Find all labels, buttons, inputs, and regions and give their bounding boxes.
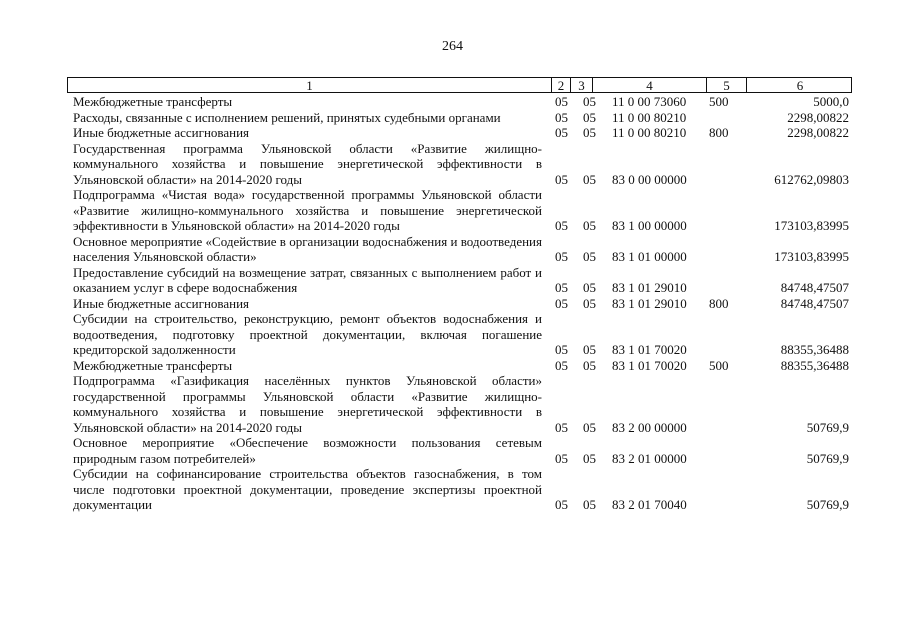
table-row [0, 296, 905, 312]
row-subsection: 05 [583, 280, 596, 295]
row-amount: 50769,9 [806, 450, 849, 466]
row-code: 83 1 01 29010 [612, 295, 687, 311]
table-header [67, 77, 852, 93]
row-name: Межбюджетные трансферты [73, 94, 233, 109]
row-amount: 2298,00822 [787, 125, 849, 140]
table-row [0, 234, 905, 265]
row-code: 83 1 00 00000 [612, 218, 687, 233]
row-amount: 50769,9 [806, 419, 849, 435]
row-subsection: 05 [583, 94, 596, 109]
row-name: Основное мероприятие «Содействие в организации водоснабжения и водоотведения населения Ульяновской области» [73, 233, 542, 264]
row-section: 05 [555, 295, 568, 311]
row-section: 05 [555, 218, 568, 233]
row-subsection: 05 [583, 171, 596, 187]
header-col-6: 6 [746, 78, 853, 92]
row-section: 05 [555, 357, 568, 373]
table-row [0, 358, 905, 374]
row-amount: 84748,47507 [780, 280, 849, 295]
header-col-3: 3 [570, 78, 592, 92]
row-name: Подпрограмма «Чистая вода» государственной программы Ульяновской области «Развитие жилищно-коммунального хозяйства и повышение энергетической эффективности в Ульяновской области» на 2014-2020 годы [73, 187, 542, 233]
row-code: 83 1 01 29010 [612, 280, 687, 295]
row-section: 05 [555, 280, 568, 295]
row-subsection: 05 [583, 419, 596, 435]
row-code: 83 2 00 00000 [612, 419, 687, 435]
row-section: 05 [555, 419, 568, 435]
row-amount: 50769,9 [806, 497, 849, 512]
row-code: 83 2 01 70040 [612, 497, 687, 512]
row-section: 05 [555, 94, 568, 109]
row-name: Подпрограмма «Газификация населённых пунктов Ульяновской области» государственной программы Ульяновской области «Развитие жилищно-коммунального хозяйства и повышение энергетической эффективности в Ульяновской области» на 2014-2020 годы [73, 373, 542, 435]
row-code: 83 2 01 00000 [612, 450, 687, 466]
row-subsection: 05 [583, 249, 596, 264]
row-amount: 173103,83995 [774, 218, 849, 233]
table-row [0, 466, 905, 513]
row-subsection: 05 [583, 357, 596, 373]
header-col-1: 1 [306, 78, 313, 93]
row-type: 500 [709, 357, 729, 373]
row-amount: 88355,36488 [780, 342, 849, 357]
row-subsection: 05 [583, 342, 596, 357]
row-subsection: 05 [583, 497, 596, 512]
page-number: 264 [442, 39, 463, 54]
header-col-5: 5 [706, 78, 746, 92]
row-section: 05 [555, 342, 568, 357]
row-code: 11 0 00 80210 [612, 125, 687, 140]
row-section: 05 [555, 125, 568, 140]
table-row [0, 187, 905, 234]
row-code: 11 0 00 73060 [612, 94, 687, 109]
row-amount: 173103,83995 [774, 249, 849, 264]
row-amount: 88355,36488 [780, 357, 849, 373]
row-section: 05 [555, 249, 568, 264]
row-code: 83 1 01 00000 [612, 249, 687, 264]
table-row [0, 435, 905, 466]
row-subsection: 05 [583, 109, 596, 125]
row-amount: 84748,47507 [780, 295, 849, 311]
budget-table-body [0, 94, 905, 513]
table-row [0, 311, 905, 358]
row-name: Субсидии на строительство, реконструкцию, ремонт объектов водоснабжения и водоотведения, подготовку проектной документации, включая погашение кредиторской задолженности [73, 311, 542, 357]
row-subsection: 05 [583, 218, 596, 233]
table-row [0, 373, 905, 435]
row-code: 11 0 00 80210 [612, 109, 687, 125]
row-section: 05 [555, 497, 568, 512]
row-code: 83 1 01 70020 [612, 357, 687, 373]
row-code: 83 1 01 70020 [612, 342, 687, 357]
row-amount: 5000,0 [813, 94, 849, 109]
row-name: Расходы, связанные с исполнением решений, принятых судебными органами [73, 109, 501, 125]
table-row [0, 141, 905, 188]
row-code: 83 0 00 00000 [612, 171, 687, 187]
table-row [0, 110, 905, 126]
row-section: 05 [555, 171, 568, 187]
table-row [0, 265, 905, 296]
row-name: Основное мероприятие «Обеспечение возможности пользования сетевым природным газом потребителей» [73, 435, 542, 466]
row-amount: 612762,09803 [774, 171, 849, 187]
row-name: Государственная программа Ульяновской области «Развитие жилищно-коммунального хозяйства и повышение энергетической эффективности в Ульяновской области» на 2014-2020 годы [73, 140, 542, 187]
row-name: Иные бюджетные ассигнования [73, 295, 250, 311]
table-row [0, 125, 905, 141]
row-type: 800 [709, 125, 729, 140]
header-col-4: 4 [592, 78, 706, 92]
row-name: Межбюджетные трансферты [73, 357, 233, 373]
row-name: Предоставление субсидий на возмещение затрат, связанных с выполнением работ и оказанием услуг в сфере водоснабжения [73, 264, 542, 295]
row-name: Субсидии на софинансирование строительства объектов газоснабжения, в том числе подготовки проектной документации, проведение экспертизы проектной документации [73, 466, 542, 512]
header-col-2: 2 [551, 78, 570, 92]
row-type: 800 [709, 295, 729, 311]
row-name: Иные бюджетные ассигнования [73, 125, 250, 140]
row-section: 05 [555, 450, 568, 466]
row-subsection: 05 [583, 295, 596, 311]
table-row [0, 94, 905, 110]
row-subsection: 05 [583, 450, 596, 466]
row-section: 05 [555, 109, 568, 125]
row-amount: 2298,00822 [787, 109, 849, 125]
row-subsection: 05 [583, 125, 596, 140]
row-type: 500 [709, 94, 729, 109]
